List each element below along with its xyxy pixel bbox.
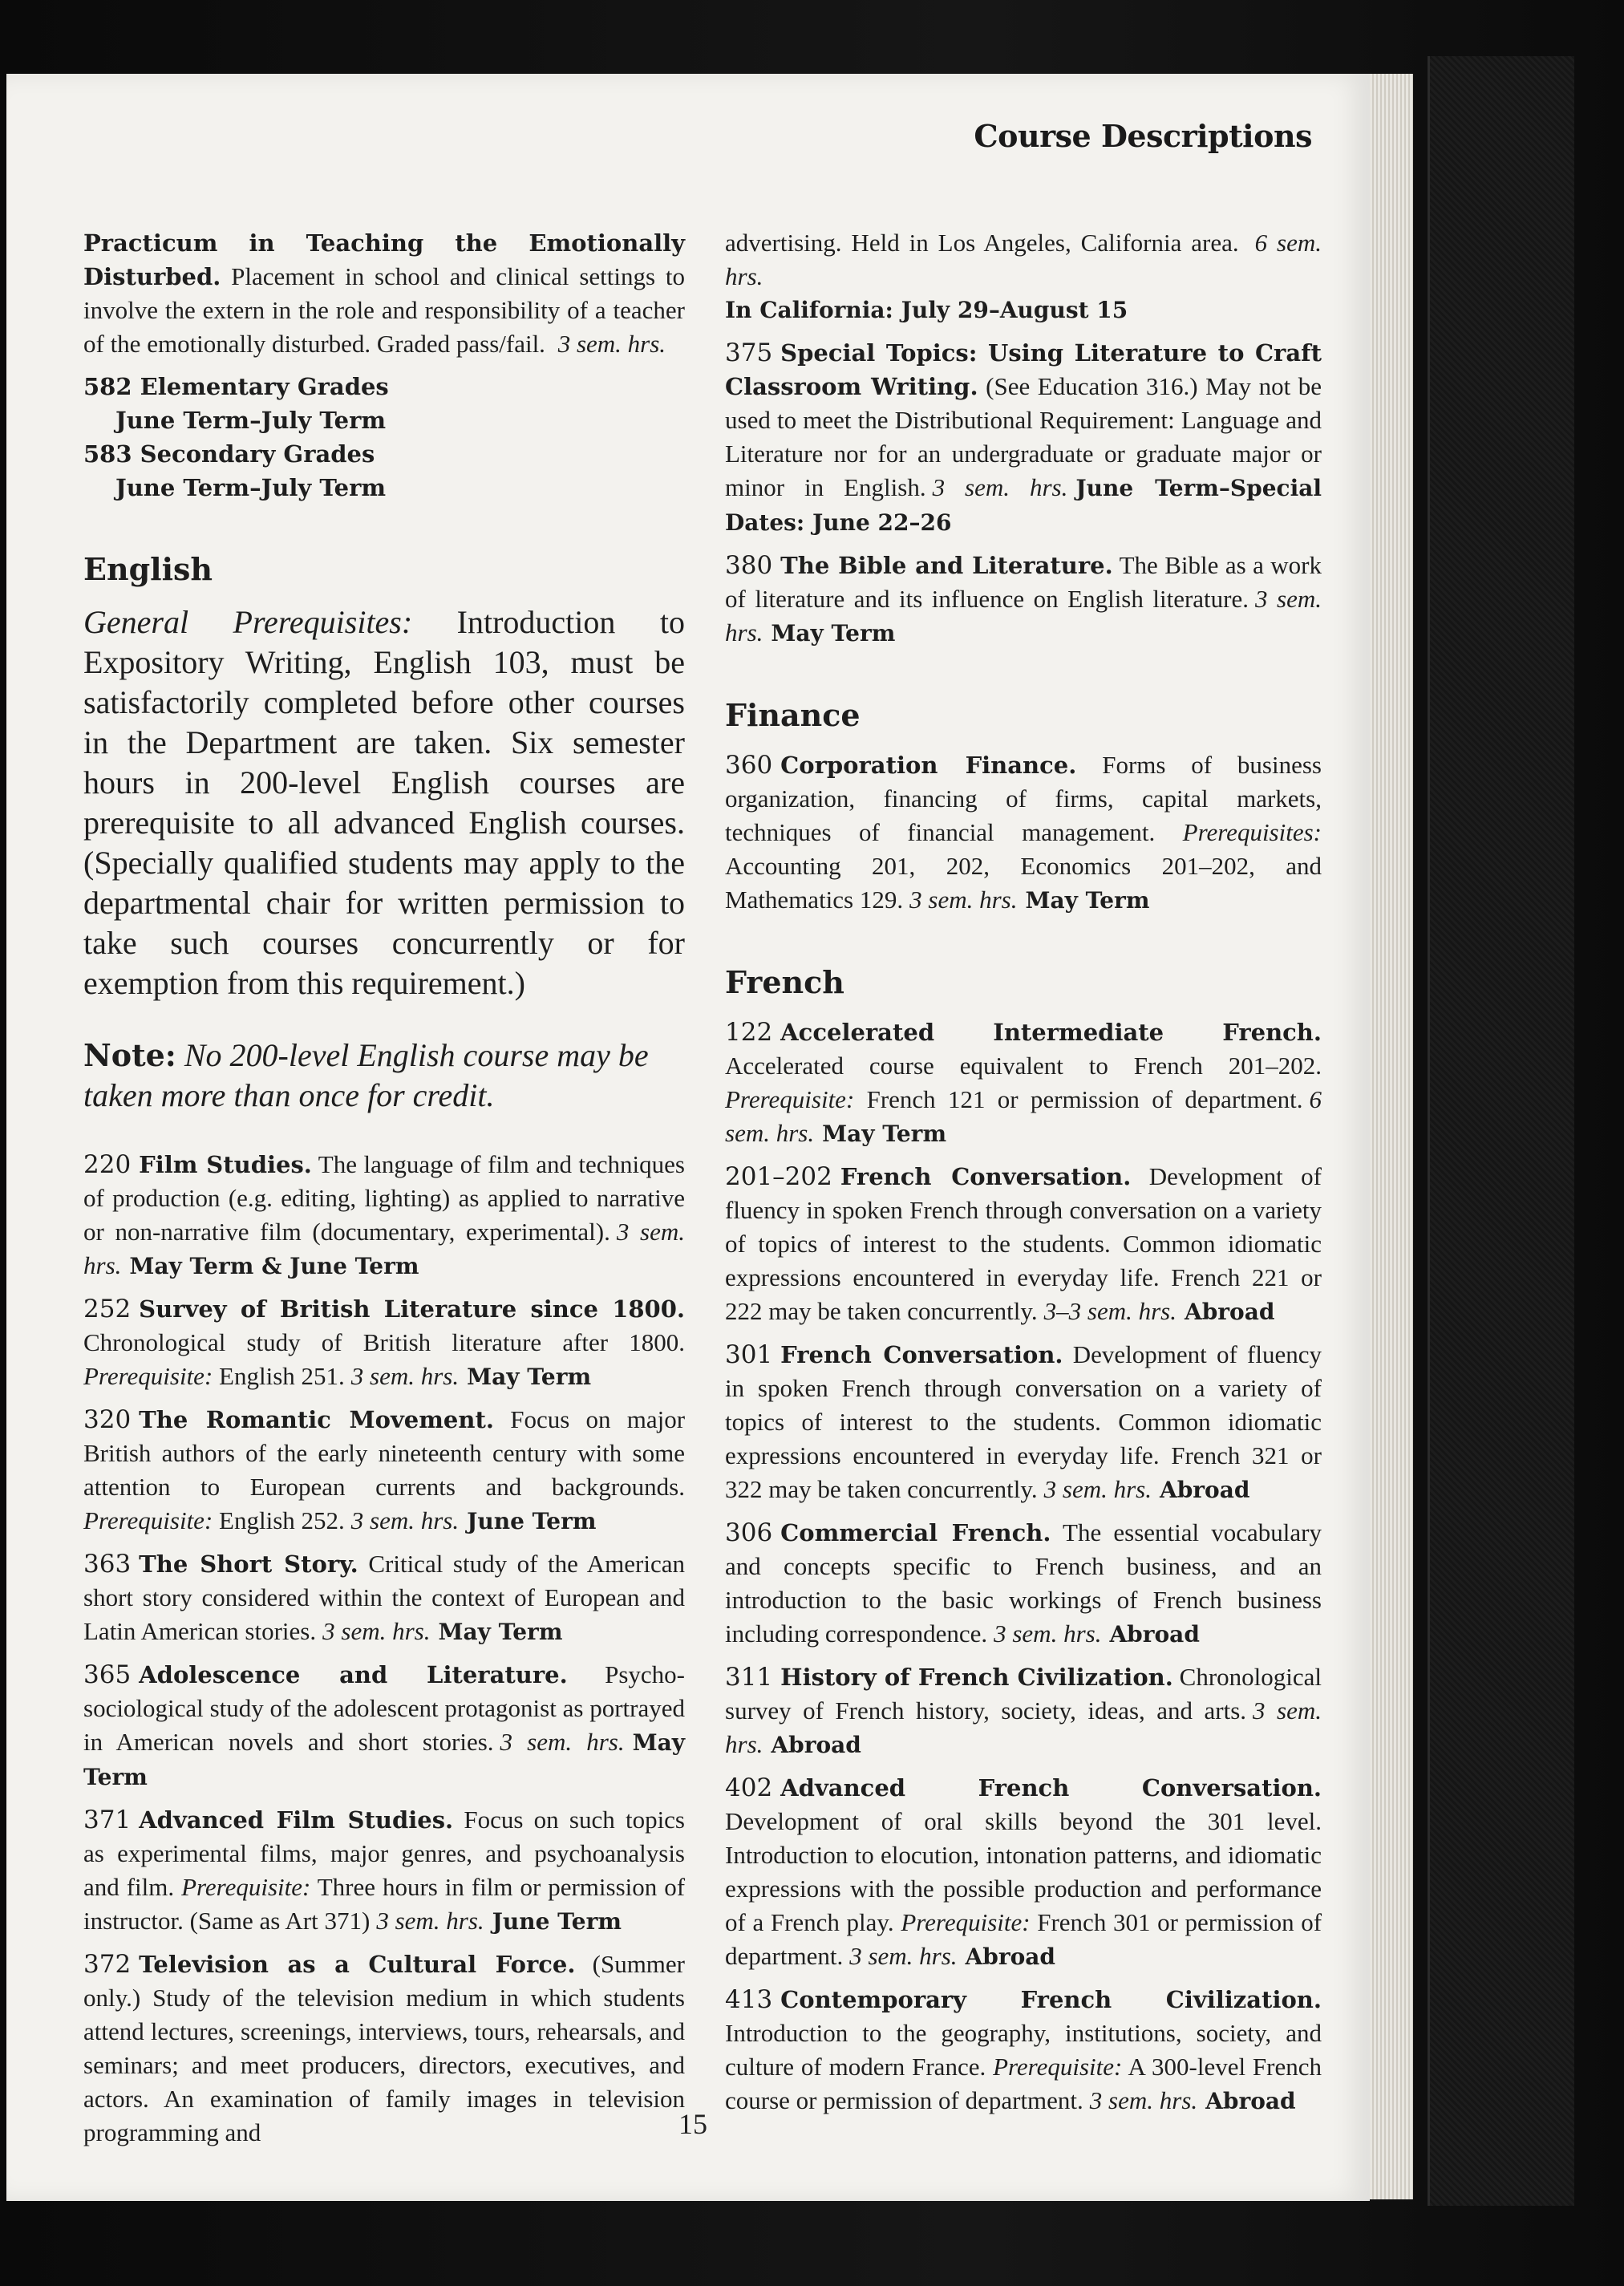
- course-term: Abroad: [1185, 1299, 1275, 1325]
- course-description: Focus on such topics as experimental films, major genres, and psychoanalysis and film.: [83, 1806, 685, 1901]
- sub-item-title: Elementary Grades: [140, 373, 389, 400]
- general-prerequisites-text: Introduction to Expository Writing, English 103, must be satisfactorily completed before other courses in the Department are taken. Six semester hours in 200-level English courses are prerequisite to all advanced English courses. (Specially qualified students may apply to the departmental chair for written permission to take such courses concurrently or for exemption from this requirement.): [83, 604, 685, 1001]
- prerequisite-label: Prerequisite:: [83, 1506, 213, 1534]
- course-entry: [725, 549, 1322, 651]
- course-credit: 3 sem. hrs.: [725, 585, 1322, 646]
- course-entry: [83, 1948, 685, 2150]
- prerequisite-label: Prerequisites:: [1182, 818, 1322, 846]
- course-title: Advanced Film Studies.: [139, 1806, 454, 1834]
- course-credit: 3 sem. hrs.: [322, 1617, 431, 1645]
- course-term: May Term: [83, 1729, 686, 1790]
- course-entry: [725, 1983, 1322, 2118]
- prerequisite-text: French 301 or permission of department.: [725, 1908, 1322, 1970]
- course-number: 380: [725, 551, 773, 580]
- course-title: The Short Story.: [139, 1550, 358, 1578]
- course-number: 252: [83, 1295, 132, 1323]
- course-title: Accelerated Intermediate French.: [780, 1019, 1322, 1046]
- course-term: May Term: [771, 620, 896, 646]
- course-title: Film Studies.: [139, 1151, 312, 1178]
- course-entry: [83, 1803, 685, 1939]
- course-number: 311: [725, 1663, 773, 1692]
- course-number: 306: [725, 1518, 773, 1547]
- course-entry: [725, 1015, 1322, 1151]
- course-term: Abroad: [1205, 2088, 1296, 2114]
- course-credit: 6 sem. hrs.: [725, 229, 1322, 290]
- course-term: May Term: [822, 1121, 947, 1147]
- course-credit: 3 sem. hrs.: [1043, 1475, 1152, 1503]
- course-title: The Bible and Literature.: [780, 552, 1113, 579]
- course-number: 320: [83, 1405, 132, 1434]
- course-term: May Term & June Term: [129, 1253, 419, 1279]
- course-term: May Term: [438, 1619, 563, 1645]
- course-description: Accelerated course equivalent to French 201–202.: [725, 1052, 1322, 1080]
- course-term: May Term: [467, 1364, 592, 1390]
- course-entry: [725, 1771, 1322, 1974]
- finance-course-list: [725, 748, 1322, 918]
- prerequisite-text: Three hours in film or permission of instructor. (Same as Art 371): [83, 1873, 686, 1935]
- prerequisite-text: French 121 or permission of department.: [866, 1085, 1303, 1113]
- english-course-list-continued: [725, 336, 1322, 651]
- course-title: French Conversation.: [840, 1163, 1132, 1190]
- course-credit: 3 sem. hrs.: [909, 886, 1018, 914]
- course-credit: 3 sem. hrs.: [1089, 2086, 1198, 2114]
- prerequisite-label: Prerequisite:: [83, 1362, 213, 1390]
- sub-item-title: Secondary Grades: [140, 440, 375, 468]
- course-description: Chronological survey of French history, society, ideas, and arts.: [725, 1663, 1322, 1725]
- practicum-sub-items: [83, 370, 685, 505]
- course-title: French Conversation.: [780, 1341, 1063, 1368]
- course-description: The language of film and techniques of production (e.g. editing, lighting) as applied to narrative or non-narrative film (documentary, experimental).: [83, 1150, 685, 1246]
- continuation-text: advertising. Held in Los Angeles, California area.: [725, 229, 1239, 257]
- department-heading-finance: Finance: [725, 697, 861, 733]
- department-heading-french: French: [725, 964, 844, 1000]
- course-title: Adolescence and Literature.: [139, 1661, 568, 1688]
- course-description: Introduction to the geography, institutions, society, and culture of modern France.: [725, 2019, 1322, 2081]
- course-title: Television as a Cultural Force.: [139, 1951, 576, 1978]
- course-title: Advanced French Conversation.: [780, 1774, 1322, 1802]
- course-credit: 3 sem. hrs.: [557, 330, 666, 358]
- general-prerequisites: [83, 602, 685, 1003]
- course-description: Psycho-sociological study of the adolescent protagonist as portrayed in American novels and short stories.: [83, 1660, 685, 1756]
- course-entry: [725, 1516, 1322, 1652]
- course-number: 413: [725, 1985, 773, 2014]
- prerequisite-text: Accounting 201, 202, Economics 201–202, and Mathematics 129.: [725, 852, 1322, 914]
- prerequisite-text: English 251.: [219, 1362, 345, 1390]
- course-description: The Bible as a work of literature and its influence on English literature.: [725, 551, 1322, 613]
- prerequisite-text: A 300-level French course or permission of department.: [725, 2053, 1322, 2114]
- note-text: No 200-level English course may be taken more than once for credit.: [83, 1037, 649, 1113]
- course-term: Abroad: [771, 1732, 861, 1758]
- course-credit: 3 sem. hrs.: [725, 1696, 1322, 1758]
- course-description: Focus on major British authors of the early nineteenth century with some attention to European currents and backgrounds.: [83, 1405, 686, 1501]
- course-title: Survey of British Literature since 1800.: [139, 1295, 685, 1323]
- right-column: [725, 226, 1322, 2127]
- course-description: (Summer only.) Study of the television medium in which students attend lectures, screenings, interviews, tours, rehearsals, and seminars; and meet producers, directors, executives, and actors. An examination of family images in television programming and: [83, 1950, 685, 2146]
- sub-item-term: June Term–July Term: [115, 407, 387, 434]
- prerequisite-label: Prerequisite:: [993, 2053, 1123, 2081]
- english-course-list: [83, 1148, 685, 2150]
- prerequisite-text: English 252.: [219, 1506, 345, 1534]
- course-number: 372: [83, 1950, 132, 1979]
- sub-item-term: June Term–July Term: [115, 474, 387, 501]
- prerequisite-label: Prerequisite:: [181, 1873, 311, 1901]
- book-cover-edge: [1428, 56, 1574, 2206]
- course-entry: [725, 1660, 1322, 1762]
- course-description: The essential vocabulary and concepts specific to French business, and an introduction to the basic workings of French business including correspondence.: [725, 1518, 1322, 1648]
- sub-item: [83, 370, 685, 403]
- course-description: Critical study of the American short story considered within the context of European and Latin American stories.: [83, 1550, 685, 1645]
- sub-item: [83, 437, 685, 471]
- course-term: June Term: [492, 1908, 622, 1935]
- course-title: History of French Civilization.: [780, 1664, 1173, 1691]
- course-entry: [725, 748, 1322, 918]
- left-column: [83, 226, 685, 2158]
- course-term: June Term: [467, 1508, 597, 1534]
- course-title: The Romantic Movement.: [139, 1406, 494, 1433]
- course-title: Practicum in Teaching the Emotionally Disturbed.: [83, 229, 685, 290]
- prerequisite-label: Prerequisite:: [725, 1085, 855, 1113]
- general-prerequisites-label: General Prerequisites:: [83, 604, 413, 640]
- course-entry: [83, 1292, 685, 1394]
- course-credit: 3 sem. hrs.: [932, 473, 1068, 501]
- course-description: Development of fluency in spoken French through conversation on a variety of topics of interest to the students. Common idiomatic expressions encountered in everyday life. French 321 or 322 may be taken concurrently.: [725, 1340, 1322, 1503]
- prerequisite-label: Prerequisite:: [901, 1908, 1031, 1936]
- course-title: Contemporary French Civilization.: [780, 1986, 1322, 2013]
- course-term: Abroad: [1109, 1621, 1200, 1648]
- course-number: 363: [83, 1550, 132, 1579]
- course-entry: [83, 1547, 685, 1649]
- course-entry: [83, 1658, 685, 1794]
- course-description: Forms of business organization, financing of firms, capital markets, techniques of financial management.: [725, 751, 1322, 846]
- course-number: 371: [83, 1806, 132, 1834]
- course-title: Special Topics: Using Literature to Craft Classroom Writing.: [725, 339, 1322, 400]
- course-description: Development of fluency in spoken French through conversation on a variety of topics of interest to the students. Common idiomatic expressions encountered in everyday life. French 221 or 222 may be taken concurrently.: [725, 1162, 1322, 1325]
- course-credit: 3 sem. hrs.: [500, 1728, 625, 1756]
- course-credit: 3 sem. hrs.: [849, 1942, 958, 1970]
- catalog-page: [6, 74, 1370, 2201]
- english-note: [83, 1036, 685, 1116]
- course-number: 402: [725, 1773, 773, 1802]
- french-course-list: [725, 1015, 1322, 2118]
- course-term: May Term: [1025, 887, 1150, 914]
- course-term: In California: July 29–August 15: [725, 297, 1128, 323]
- course-credit: 3–3 sem. hrs.: [1043, 1297, 1176, 1325]
- course-number: 301: [725, 1340, 773, 1369]
- course-entry: [725, 1338, 1322, 1507]
- course-term: June Term–Special Dates: June 22–26: [725, 475, 1322, 536]
- course-entry: [83, 1403, 685, 1538]
- course-number: 375: [725, 338, 773, 367]
- course-title: Corporation Finance.: [780, 752, 1077, 779]
- course-number: 360: [725, 751, 773, 780]
- course-term: Abroad: [1160, 1477, 1250, 1503]
- course-number: 122: [725, 1018, 773, 1047]
- course-number: 365: [83, 1660, 132, 1689]
- course-credit: 3 sem. hrs.: [350, 1362, 460, 1390]
- course-credit: 3 sem. hrs.: [350, 1506, 460, 1534]
- note-label: Note:: [83, 1037, 176, 1073]
- course-description: Placement in school and clinical settings to involve the extern in the role and responsibility of a teacher of the emotionally disturbed. Graded pass/fail.: [83, 262, 685, 358]
- continuation-entry: [725, 226, 1322, 327]
- page-number: 15: [678, 2108, 707, 2140]
- course-credit: 3 sem. hrs.: [83, 1218, 685, 1279]
- practicum-entry: [83, 226, 685, 361]
- course-number: 201–202: [725, 1162, 832, 1191]
- course-credit: 3 sem. hrs.: [376, 1907, 484, 1935]
- department-heading-english: English: [83, 551, 213, 587]
- course-description: Chronological study of British literature after 1800.: [83, 1328, 685, 1356]
- running-head: Course Descriptions: [974, 118, 1312, 154]
- course-entry: [725, 336, 1322, 540]
- course-credit: 6 sem. hrs.: [725, 1085, 1322, 1147]
- course-credit: 3 sem. hrs.: [994, 1619, 1102, 1648]
- course-description: (See Education 316.) May not be used to meet the Distributional Requirement: Language and Literature nor for an undergraduate or graduate major or minor in English.: [725, 372, 1322, 501]
- course-title: Commercial French.: [780, 1519, 1051, 1546]
- course-entry: [83, 1148, 685, 1283]
- sub-item-number: 582: [83, 373, 132, 400]
- course-number: 220: [83, 1150, 132, 1179]
- course-entry: [725, 1160, 1322, 1329]
- sub-item-number: 583: [83, 440, 132, 468]
- course-term: Abroad: [965, 1944, 1055, 1970]
- course-description: Development of oral skills beyond the 301 level. Introduction to elocution, intonation patterns, and idiomatic expressions with the possible production and performance of a French play.: [725, 1807, 1322, 1936]
